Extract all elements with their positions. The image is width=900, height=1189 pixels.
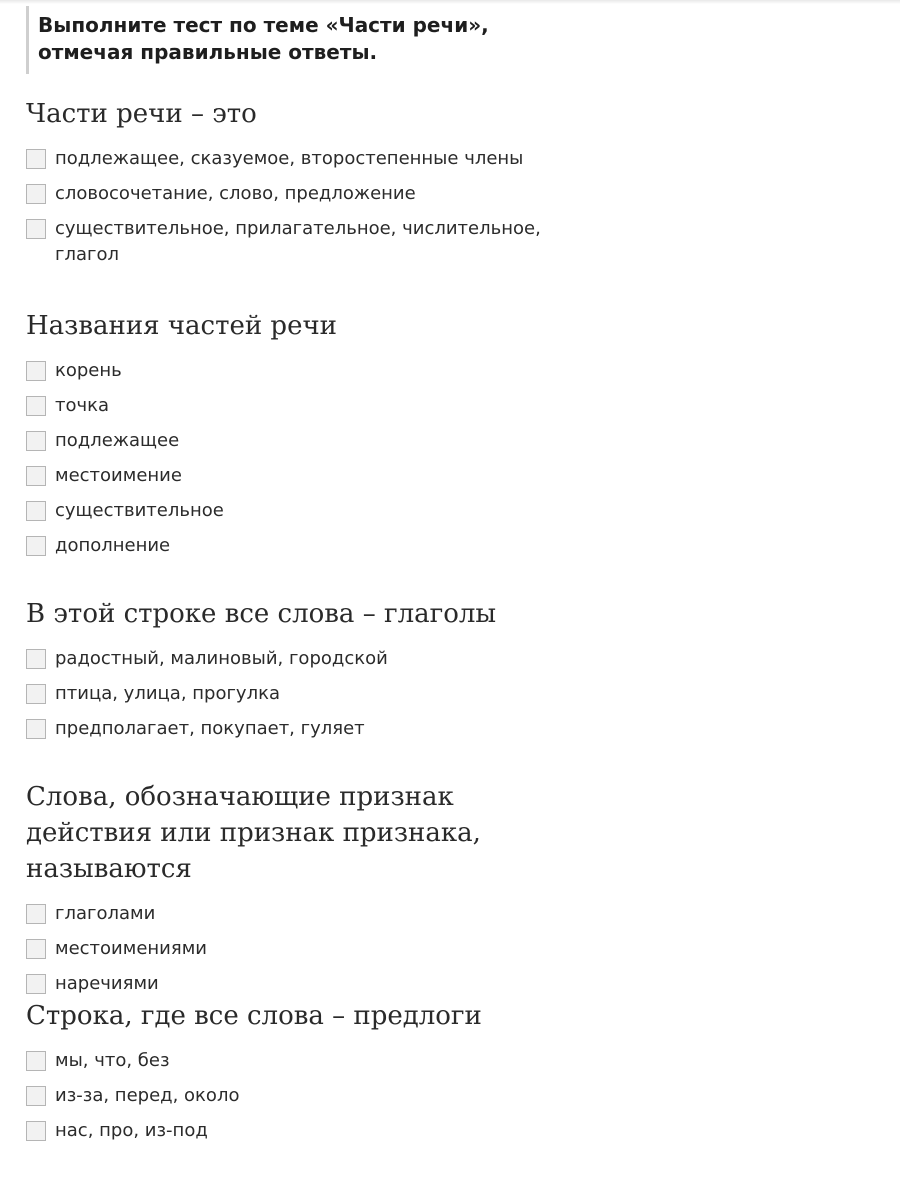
checkbox[interactable] <box>26 149 46 169</box>
answer-option[interactable] <box>26 1083 886 1109</box>
option-label: подлежащее, сказуемое, второстепенные члены <box>55 148 524 169</box>
option-label: из-за, перед, около <box>55 1085 240 1106</box>
question-4 <box>26 779 886 1006</box>
checkbox[interactable] <box>26 536 46 556</box>
checkbox[interactable] <box>26 184 46 204</box>
checkbox[interactable] <box>26 719 46 739</box>
checkbox[interactable] <box>26 1086 46 1106</box>
checkbox[interactable] <box>26 219 46 239</box>
answer-option[interactable] <box>26 1118 886 1144</box>
answer-option[interactable] <box>26 393 886 419</box>
answer-option[interactable] <box>26 716 886 742</box>
checkbox[interactable] <box>26 396 46 416</box>
answer-option[interactable] <box>26 646 886 672</box>
option-label: нас, про, из-под <box>55 1120 208 1141</box>
question-5 <box>26 998 886 1153</box>
answer-option[interactable] <box>26 428 886 454</box>
option-label: предполагает, покупает, гуляет <box>55 718 365 739</box>
checkbox[interactable] <box>26 974 46 994</box>
question-title: В этой строке все слова – глаголы <box>26 599 497 629</box>
option-label: птица, улица, прогулка <box>55 683 280 704</box>
question-1 <box>26 96 886 277</box>
option-label: существительное, прилагательное, числительное, глагол <box>55 218 541 265</box>
option-label: местоимениями <box>55 938 207 959</box>
checkbox[interactable] <box>26 431 46 451</box>
question-3 <box>26 596 886 751</box>
answer-option[interactable] <box>26 681 886 707</box>
answer-option[interactable] <box>26 463 886 489</box>
option-label: точка <box>55 395 110 416</box>
option-label: существительное <box>55 500 224 521</box>
checkbox[interactable] <box>26 649 46 669</box>
question-title: Названия частей речи <box>26 311 337 341</box>
answer-option[interactable] <box>26 146 886 172</box>
option-label: дополнение <box>55 535 171 556</box>
answer-option[interactable] <box>26 498 886 524</box>
option-label: подлежащее <box>55 430 180 451</box>
option-label: местоимение <box>55 465 182 486</box>
option-label: глаголами <box>55 903 156 924</box>
checkbox[interactable] <box>26 1051 46 1071</box>
checkbox[interactable] <box>26 904 46 924</box>
option-label: словосочетание, слово, предложение <box>55 183 416 204</box>
checkbox[interactable] <box>26 466 46 486</box>
option-label: наречиями <box>55 973 159 994</box>
checkbox[interactable] <box>26 361 46 381</box>
answer-option[interactable] <box>26 1048 886 1074</box>
answer-option[interactable] <box>26 216 886 268</box>
question-title: Слова, обозначающие признак действия или признак признака, называются <box>26 782 481 884</box>
question-title: Строка, где все слова – предлоги <box>26 1001 482 1031</box>
answer-option[interactable] <box>26 901 886 927</box>
question-title: Части речи – это <box>26 99 257 129</box>
checkbox[interactable] <box>26 684 46 704</box>
option-label: мы, что, без <box>55 1050 170 1071</box>
checkbox[interactable] <box>26 1121 46 1141</box>
answer-option[interactable] <box>26 181 886 207</box>
answer-option[interactable] <box>26 533 886 559</box>
answer-option[interactable] <box>26 358 886 384</box>
option-label: радостный, малиновый, городской <box>55 648 388 669</box>
test-instruction: Выполните тест по теме «Части речи», отмечая правильные ответы. <box>26 6 586 74</box>
checkbox[interactable] <box>26 939 46 959</box>
checkbox[interactable] <box>26 501 46 521</box>
answer-option[interactable] <box>26 936 886 962</box>
option-label: корень <box>55 360 122 381</box>
answer-option[interactable] <box>26 971 886 997</box>
question-2 <box>26 308 886 568</box>
top-edge-shadow <box>0 0 900 4</box>
